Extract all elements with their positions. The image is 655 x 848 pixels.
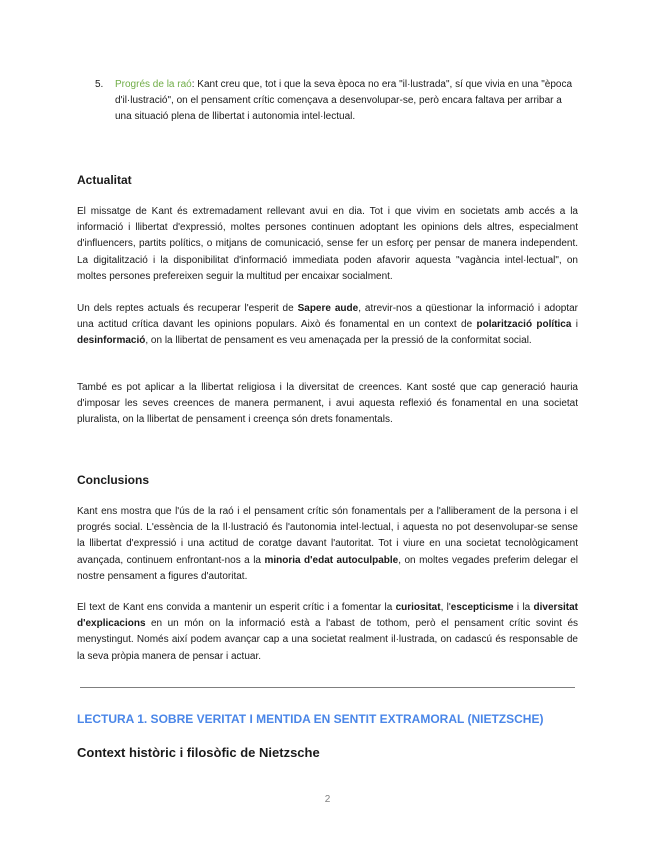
list-item-text <box>115 77 580 126</box>
list-item-5 <box>95 77 580 126</box>
text-run: El text de Kant ens convida a mantenir un esperit crític i a fomentar la <box>77 602 396 613</box>
text-run: i la <box>513 602 534 613</box>
lectura-heading: LECTURA 1. SOBRE VERITAT I MENTIDA EN SENTIT EXTRAMORAL (NIETZSCHE) <box>77 712 544 726</box>
conclusions-paragraph-1 <box>77 504 578 585</box>
actualitat-paragraph-2 <box>77 301 578 350</box>
text-run: , l' <box>440 602 451 613</box>
heading-actualitat: Actualitat <box>77 173 132 187</box>
context-heading: Context històric i filosòfic de Nietzsche <box>77 745 320 760</box>
horizontal-rule <box>80 687 575 688</box>
actualitat-paragraph-1: El missatge de Kant és extremadament rellevant avui en dia. Tot i que vivim en societats amb accés a la informació i llibertat d'expressió, moltes persones continuen adoptant les opinions dels altres, especialment d'influencers, partits polítics, o mitjans de comunicació, sense fer un esforç per pensar de manera independent. La digitalització i la disponibilitat d'informació immediata poden afavorir aquesta "vagància intel·lectual", on moltes persones prefereixen seguir la multitud per encaixar socialment. <box>77 206 578 282</box>
heading-conclusions: Conclusions <box>77 473 150 487</box>
conclusions-paragraph-2 <box>77 600 578 665</box>
text-run: i <box>571 319 579 331</box>
text-run: , on la llibertat de pensament es veu amenaçada per la pressió de la conformitat social. <box>145 335 532 347</box>
bold-desinformacio: desinformació <box>77 335 146 347</box>
text-run: , atrevir-nos a qüestionar la informació i adoptar una actitud crítica davant les opinions populars. Això és fonamental en un context de <box>77 303 578 331</box>
list-item-body: : Kant creu que, tot i que la seva època no era "il·lustrada", sí que vivia en una "època d'il·lustració", on el pensament crític començava a desenvolupar-se, però encara faltava per arribar a una situació plena de llibertat i autonomia intel·lectual. <box>115 79 573 123</box>
text-run: Kant ens mostra que l'ús de la raó i el pensament crític són fonamentals per a l'alliberament de la persona i el progrés social. L'essència de la Il·lustració és l'autonomia intel·lectual, i aquesta no pot desenvolupar-se sense la llibertat d'expressió i una actitud de coratge davant l'autoritat. Tot i viure en una societat tecnològicament avançada, continuem enfrontant-nos a la <box>77 506 578 566</box>
bold-diversitat: diversitat d'explicacions <box>77 602 579 630</box>
text-run: Un dels reptes actuals és recuperar l'esperit de <box>77 303 298 314</box>
bold-sapere-aude: Sapere aude <box>297 303 359 314</box>
bold-curiositat: curiositat <box>395 602 441 613</box>
page-number: 2 <box>324 794 331 805</box>
text-run: , on moltes vegades preferim delegar el nostre pensament a figures d'autoritat. <box>77 554 579 582</box>
text-run: en un món on la informació està a l'abast de tothom, però el pensament crític sovint és menystingut. Només així podem avançar cap a una societat realment il·lustrada, on cadascú és responsable de la seva pròpia manera de pensar i actuar. <box>77 618 578 662</box>
bold-minoria-edat: minoria d'edat autoculpable <box>264 554 399 566</box>
bold-escepticisme: escepticisme <box>450 602 514 613</box>
bold-polaritzacio: polarització política <box>476 319 572 331</box>
actualitat-paragraph-3: També es pot aplicar a la llibertat religiosa i la diversitat de creences. Kant sosté que cap generació hauria d'imposar les seves creences de manera permanent, i avui aquesta reflexió és fonamental en una societat pluralista, on la llibertat de pensament i creença són drets fonamentals. <box>77 382 578 426</box>
list-item-title: Progrés de la raó <box>115 79 192 90</box>
list-number: 5. <box>95 79 104 90</box>
